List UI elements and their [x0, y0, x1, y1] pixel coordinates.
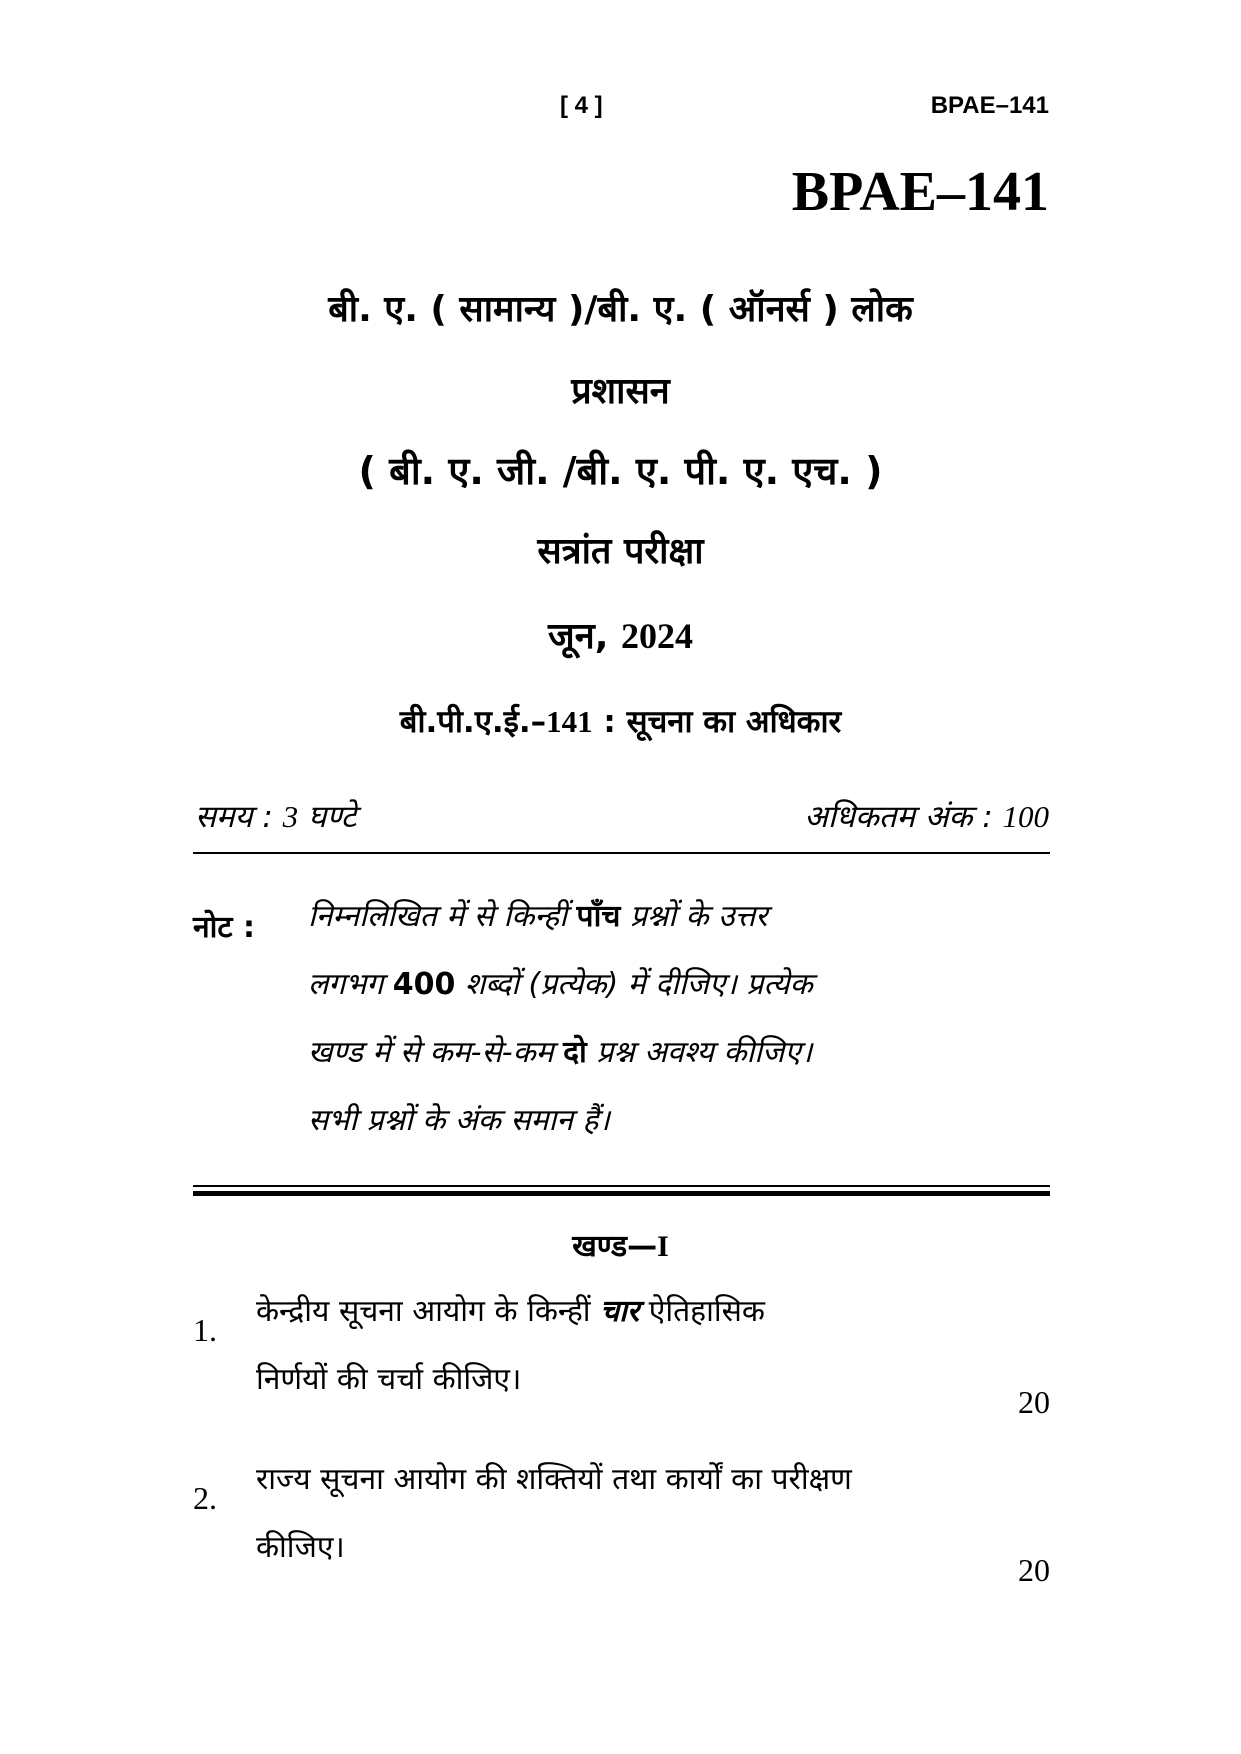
note-line-1: [308, 883, 1050, 951]
note-text: प्रश्न अवश्य कीजिए।: [586, 1035, 813, 1070]
note-text: लगभग: [308, 967, 393, 1002]
marks-value: 100: [1002, 799, 1049, 834]
session-month: जून,: [548, 616, 609, 657]
time-value: 3: [282, 799, 299, 834]
time-unit: घण्टे: [298, 799, 357, 835]
question-text: [256, 1278, 1050, 1414]
section-label: खण्ड—: [572, 1229, 658, 1264]
note-line-4: सभी प्रश्नों के अंक समान हैं।: [308, 1103, 610, 1138]
paper-code-number: 141: [546, 704, 593, 739]
time-label: समय :: [195, 799, 283, 835]
double-rule-thin: [193, 1185, 1050, 1187]
programme-title-line1: बी. ए. ( सामान्य )/बी. ए. ( ऑनर्स ) लोक: [328, 289, 913, 330]
programme-abbreviation: ( बी. ए. जी. /बी. ए. पी. ए. एच. ): [358, 449, 883, 493]
question-emphasis: चार: [600, 1294, 640, 1329]
note-emphasis: दो: [563, 1035, 587, 1070]
section-heading: [0, 1224, 1241, 1265]
note-emphasis: पाँच: [576, 899, 621, 934]
question-line-1: राज्य सूचना आयोग की शक्तियों तथा कार्यों का परीक्षण: [256, 1462, 852, 1497]
note-line-3: [308, 1019, 1050, 1087]
time-allowed: [195, 795, 356, 837]
maximum-marks: [804, 795, 1049, 837]
exam-session: [0, 610, 1241, 659]
running-header-code: BPAE–141: [930, 92, 1049, 119]
question-line-1: [256, 1278, 1050, 1346]
note-emphasis: 400: [392, 967, 456, 1002]
note-text: खण्ड में से कम-से-कम: [308, 1035, 564, 1070]
page-number: [ 4 ]: [560, 92, 603, 119]
question-number: 1.: [193, 1312, 217, 1348]
section-number: I: [657, 1230, 669, 1263]
double-rule-thick: [193, 1191, 1050, 1196]
marks-label: अधिकतम अंक :: [804, 799, 1003, 835]
note-text: प्रश्नों के उत्तर: [620, 899, 768, 934]
exam-type: सत्रांत परीक्षा: [537, 531, 704, 572]
question-line-2: निर्णयों की चर्चा कीजिए।: [256, 1362, 522, 1397]
note-line-2: [308, 951, 1050, 1019]
divider-line: [193, 852, 1050, 854]
paper-name: : सूचना का अधिकार: [592, 704, 842, 740]
question-number: 2.: [193, 1480, 217, 1516]
paper-title: [0, 700, 1241, 742]
question-text-part: ऐतिहासिक: [639, 1294, 765, 1329]
session-year: 2024: [620, 616, 693, 656]
question-text: [256, 1446, 1050, 1582]
question-text-part: केन्द्रीय सूचना आयोग के किन्हीं: [256, 1294, 601, 1329]
course-code-title: BPAE–141: [791, 161, 1049, 223]
question-marks: 20: [1018, 1384, 1050, 1420]
question-line-2: कीजिए।: [256, 1530, 345, 1565]
programme-title-line2: प्रशासन: [571, 371, 670, 412]
note-text: निम्नलिखित में से किन्हीं: [308, 899, 577, 934]
note-label: नोट :: [193, 910, 255, 945]
note-text: शब्दों (प्रत्येक) में दीजिए। प्रत्येक: [455, 967, 813, 1002]
note-body: [308, 883, 1050, 1155]
question-marks: 20: [1018, 1552, 1050, 1588]
paper-code-prefix: बी.पी.ए.ई.–: [399, 704, 547, 740]
